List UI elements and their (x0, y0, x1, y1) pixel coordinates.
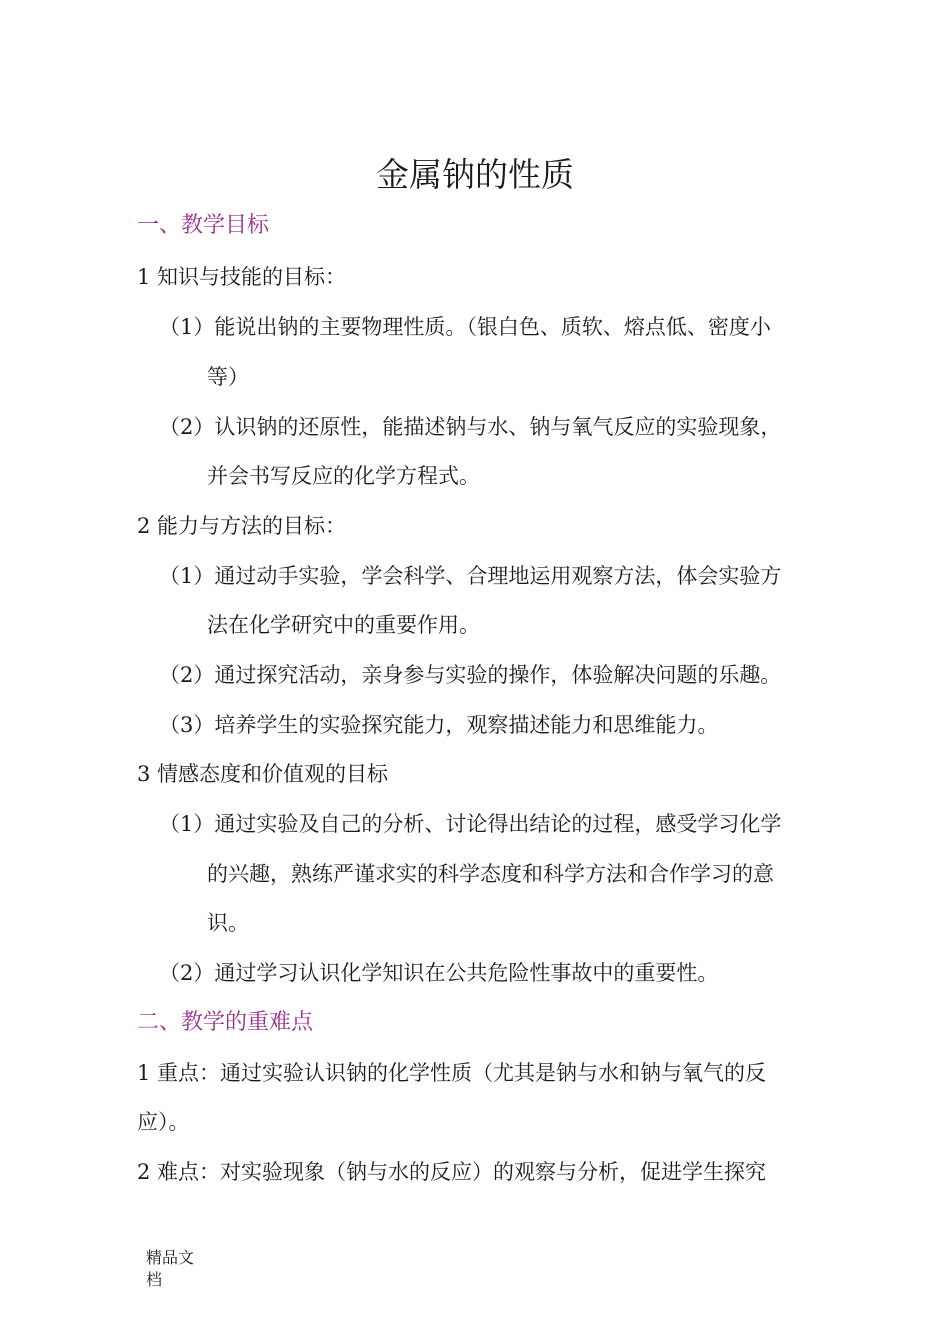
subsection-ability-method: 2 能力与方法的目标： (137, 514, 347, 538)
key-point-continuation: 应）。 (137, 1110, 190, 1134)
list-item-continuation: 等） (207, 365, 249, 389)
subsection-knowledge-skills: 1 知识与技能的目标： (137, 265, 347, 289)
subsection-attitude-values: 3 情感态度和价值观的目标 (137, 762, 389, 786)
footer-line-1: 精品文 (146, 1248, 195, 1267)
list-item: （1）能说出钠的主要物理性质。（银白色、质软、熔点低、密度小 (159, 315, 771, 339)
key-point-item: 1 重点：通过实验认识钠的化学性质（尤其是钠与水和钠与氧气的反 (137, 1061, 767, 1085)
list-item-continuation: 并会书写反应的化学方程式。 (207, 464, 480, 488)
list-item: （2）通过探究活动，亲身参与实验的操作，体验解决问题的乐趣。 (159, 663, 782, 687)
list-item-continuation: 法在化学研究中的重要作用。 (207, 613, 480, 637)
list-item-continuation: 的兴趣，熟练严谨求实的科学态度和科学方法和合作学习的意 (207, 862, 774, 886)
difficulty-item: 2 难点：对实验现象（钠与水的反应）的观察与分析，促进学生探究 (137, 1160, 767, 1184)
list-item: （1）通过动手实验，学会科学、合理地运用观察方法，体会实验方 (159, 564, 782, 588)
list-item: （1）通过实验及自己的分析、讨论得出结论的过程，感受学习化学 (159, 812, 782, 836)
list-item: （2）认识钠的还原性，能描述钠与水、钠与氧气反应的实验现象， (159, 415, 782, 439)
list-item: （2）通过学习认识化学知识在公共危险性事故中的重要性。 (159, 961, 719, 985)
document-title: 金属钠的性质 (376, 155, 574, 194)
list-item-continuation: 识。 (207, 911, 249, 935)
footer-line-2: 档 (146, 1270, 163, 1289)
list-item: （3）培养学生的实验探究能力，观察描述能力和思维能力。 (159, 713, 719, 737)
section-heading-objectives: 一、教学目标 (137, 213, 270, 238)
footer-watermark (146, 1247, 194, 1291)
section-heading-key-points: 二、教学的重难点 (137, 1010, 314, 1035)
